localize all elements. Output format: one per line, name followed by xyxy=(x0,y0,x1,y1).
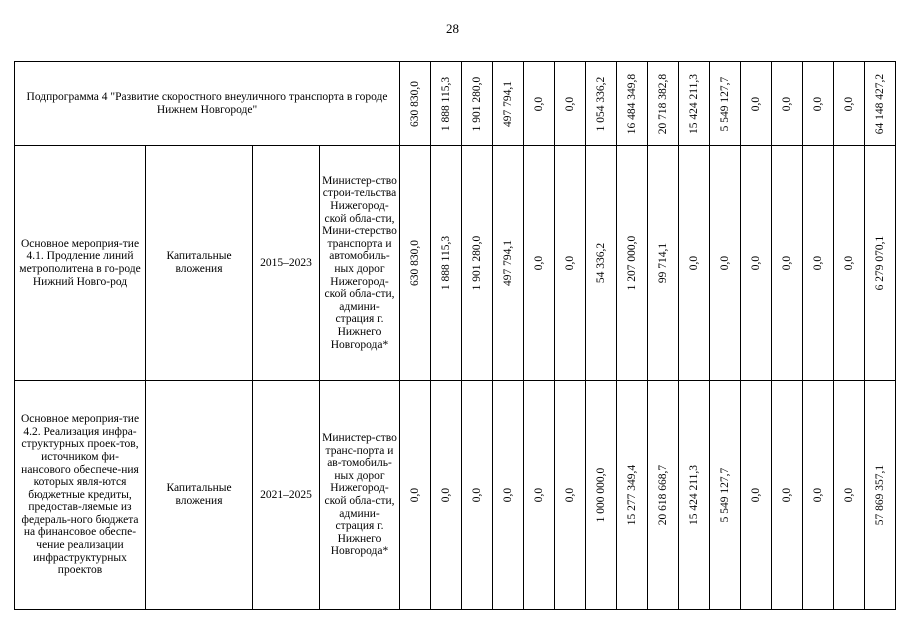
value-cell: 20 718 382,8 xyxy=(657,73,669,134)
value-cell: 0,0 xyxy=(750,255,762,271)
value-cell: 0,0 xyxy=(781,255,793,271)
subprogram-row xyxy=(15,62,896,146)
value-cell: 0,0 xyxy=(750,487,762,503)
value-cell: 15 424 211,3 xyxy=(688,465,700,525)
value-cell: 5 549 127,7 xyxy=(719,76,731,131)
value-cell: 0,0 xyxy=(719,255,731,271)
value-cell: 0,0 xyxy=(564,255,576,271)
expense-type: Капитальные вложения xyxy=(146,381,253,610)
value-cell: 0,0 xyxy=(781,96,793,111)
value-cell: 497 794,1 xyxy=(502,240,514,286)
measure-name: Основное мероприя-тие 4.1. Продление линий метрополитена в го-роде Нижний Новго-род xyxy=(15,146,146,381)
value-cell: 1 207 000,0 xyxy=(626,235,638,291)
page-number: 28 xyxy=(446,21,459,36)
value-cell: 6 279 070,1 xyxy=(874,235,886,291)
value-cell: 16 484 349,8 xyxy=(626,73,638,134)
value-cell: 1 901 280,0 xyxy=(471,235,483,291)
value-cell: 0,0 xyxy=(812,487,824,503)
value-cell: 0,0 xyxy=(812,255,824,271)
value-cell: 630 830,0 xyxy=(409,240,421,286)
period: 2015–2023 xyxy=(253,146,320,381)
value-cell: 1 888 115,3 xyxy=(440,235,452,291)
value-cell: 0,0 xyxy=(781,487,793,503)
value-cell: 0,0 xyxy=(440,487,452,503)
value-cell: 0,0 xyxy=(688,255,700,271)
value-cell: 0,0 xyxy=(533,487,545,503)
period: 2021–2025 xyxy=(253,381,320,610)
value-cell: 0,0 xyxy=(843,487,855,503)
executor: Министер-ство транс-порта и ав-томобиль-ных дорог Нижегород-ской обла-сти, админи-страция г. Нижнего Новгорода* xyxy=(320,381,400,610)
value-cell: 1 000 000,0 xyxy=(595,467,607,523)
table-row xyxy=(15,381,896,610)
value-cell: 15 424 211,3 xyxy=(688,73,700,134)
value-cell: 0,0 xyxy=(471,487,483,503)
value-cell: 99 714,1 xyxy=(657,242,669,284)
value-cell: 0,0 xyxy=(843,96,855,111)
budget-table xyxy=(14,61,896,610)
value-cell: 0,0 xyxy=(409,487,421,503)
executor: Министер-ство строи-тельства Нижегород-ской обла-сти, Мини-стерство транспорта и автомобиль-ных дорог Нижегород-ской обла-сти, админи-страция г. Нижнего Новгорода* xyxy=(320,146,400,381)
value-cell: 15 277 349,4 xyxy=(626,464,638,526)
value-cell: 54 336,2 xyxy=(595,242,607,284)
value-cell: 0,0 xyxy=(502,487,514,503)
value-cell: 1 901 280,0 xyxy=(471,76,483,131)
value-cell: 1 888 115,3 xyxy=(440,76,452,131)
value-cell: 0,0 xyxy=(750,96,762,111)
table-row xyxy=(15,146,896,381)
subprogram-title: Подпрограмма 4 "Развитие скоростного внеуличного транспорта в городе Нижнем Новгороде" xyxy=(15,62,400,146)
value-cell: 0,0 xyxy=(812,96,824,111)
measure-name: Основное мероприя-тие 4.2. Реализация инфра-структурных проек-тов, источником фи-нансового обеспече-ния которых явля-ются бюджетные кредиты, предостав-ляемые из федераль-ного бюджета на финансовое обеспе-чение реализации инфраструктурных проектов xyxy=(15,381,146,610)
value-cell: 0,0 xyxy=(564,96,576,111)
expense-type: Капитальные вложения xyxy=(146,146,253,381)
value-cell: 0,0 xyxy=(533,96,545,111)
value-cell: 20 618 668,7 xyxy=(657,464,669,526)
value-cell: 630 830,0 xyxy=(409,80,421,127)
value-cell: 64 148 427,2 xyxy=(874,73,886,134)
value-cell: 0,0 xyxy=(533,255,545,271)
value-cell: 57 869 357,1 xyxy=(874,464,886,526)
value-cell: 1 054 336,2 xyxy=(595,76,607,131)
value-cell: 497 794,1 xyxy=(502,80,514,127)
value-cell: 0,0 xyxy=(843,255,855,271)
value-cell: 5 549 127,7 xyxy=(719,467,731,523)
value-cell: 0,0 xyxy=(564,487,576,503)
